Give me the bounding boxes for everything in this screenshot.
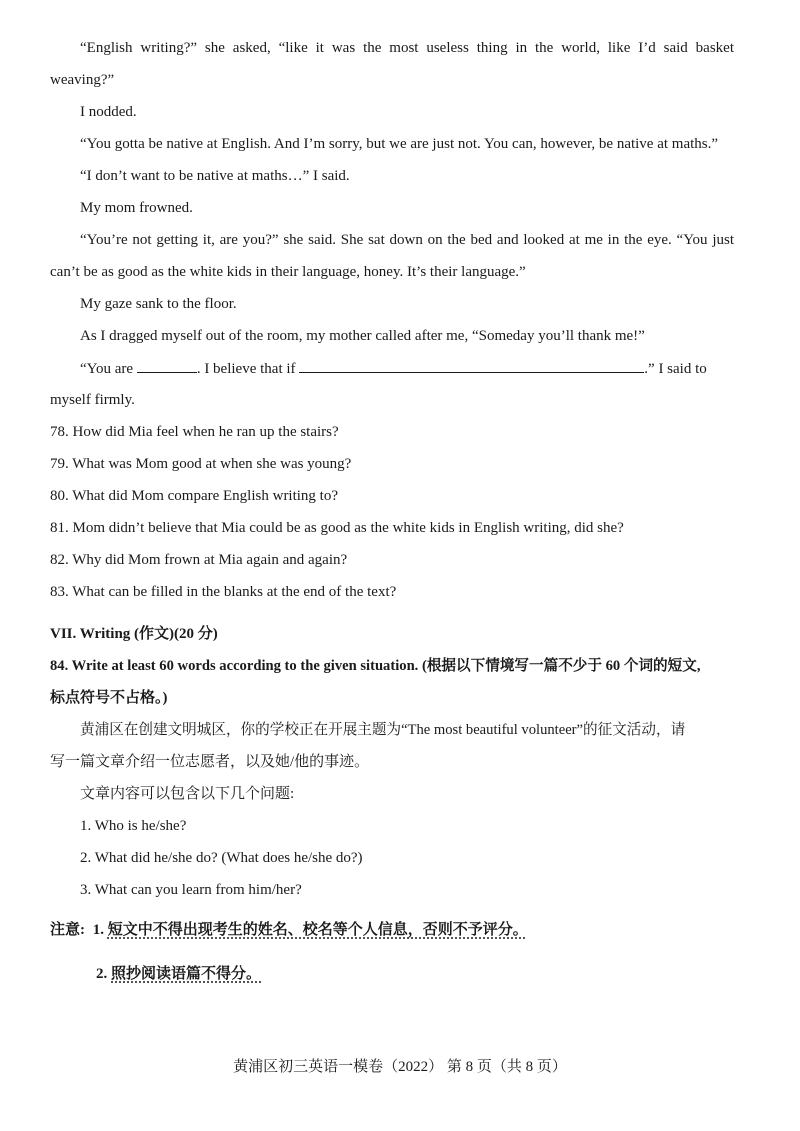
answer-blank[interactable]: [137, 358, 197, 373]
story-line: “You gotta be native at English. And I’m sorry, but we are just not. You can, however, be native at maths.”: [80, 136, 719, 152]
note-number: 2.: [96, 966, 108, 982]
prompt-item: 3. What can you learn from him/her?: [80, 882, 302, 898]
story-line: “You’re not getting it, are you?” she said. She sat down on the bed and looked at me in the eye. “You just: [80, 232, 734, 248]
question: 83. What can be filled in the blanks at the end of the text?: [50, 584, 397, 600]
content-lead: 文章内容可以包含以下几个问题:: [80, 786, 295, 802]
section-heading: VII. Writing (作文)(20 分): [50, 626, 218, 642]
prompt-item: 1. Who is he/she?: [80, 818, 187, 834]
prompt-item: 2. What did he/she do? (What does he/she do?): [80, 850, 363, 866]
question: 81. Mom didn’t believe that Mia could be as good as the white kids in English writing, did she?: [50, 520, 624, 536]
writing-task: 标点符号不占格。): [50, 690, 168, 706]
story-line: myself firmly.: [50, 392, 135, 408]
writing-intro: 写一篇文章介绍一位志愿者，以及她/他的事迹。: [50, 754, 370, 770]
story-line: As I dragged myself out of the room, my mother called after me, “Someday you’ll thank me!”: [80, 328, 645, 344]
fill-in-text: . I believe that if: [196, 361, 296, 377]
fill-in-text: “You are: [80, 361, 134, 377]
story-line: My mom frowned.: [80, 200, 193, 216]
answer-blank[interactable]: [299, 358, 644, 373]
note-label: 注意:: [50, 922, 85, 938]
story-line: I nodded.: [80, 104, 137, 120]
page-footer: 黄浦区初三英语一模卷（2022） 第 8 页（共 8 页）: [233, 1059, 567, 1075]
question: 79. What was Mom good at when she was young?: [50, 456, 352, 472]
question: 80. What did Mom compare English writing to?: [50, 488, 339, 504]
note-line: [50, 920, 528, 940]
question: 82. Why did Mom frown at Mia again and again?: [50, 552, 348, 568]
writing-task: 84. Write at least 60 words according to the given situation. (根据以下情境写一篇不少于 60 个词的短文,: [50, 658, 701, 674]
story-line: “English writing?” she asked, “like it was the most useless thing in the world, like I’d said basket: [80, 40, 734, 56]
question: 78. How did Mia feel when he ran up the stairs?: [50, 424, 339, 440]
story-line: weaving?”: [50, 72, 115, 88]
writing-intro: 黄浦区在创建文明城区，你的学校正在开展主题为“The most beautiful volunteer”的征文活动，请: [80, 722, 686, 738]
note-text: 短文中不得出现考生的姓名、校名等个人信息，否则不予评分。: [107, 922, 528, 938]
note-line: [96, 964, 261, 984]
fill-in-text: .” I said to: [644, 361, 707, 377]
note-text: 照抄阅读语篇不得分。: [111, 966, 262, 982]
story-line: can’t be as good as the white kids in their language, honey. It’s their language.”: [50, 264, 526, 280]
story-line: “I don’t want to be native at maths…” I said.: [80, 168, 350, 184]
note-number: 1.: [92, 922, 104, 938]
fill-in-sentence: [80, 358, 707, 379]
story-line: My gaze sank to the floor.: [80, 296, 237, 312]
